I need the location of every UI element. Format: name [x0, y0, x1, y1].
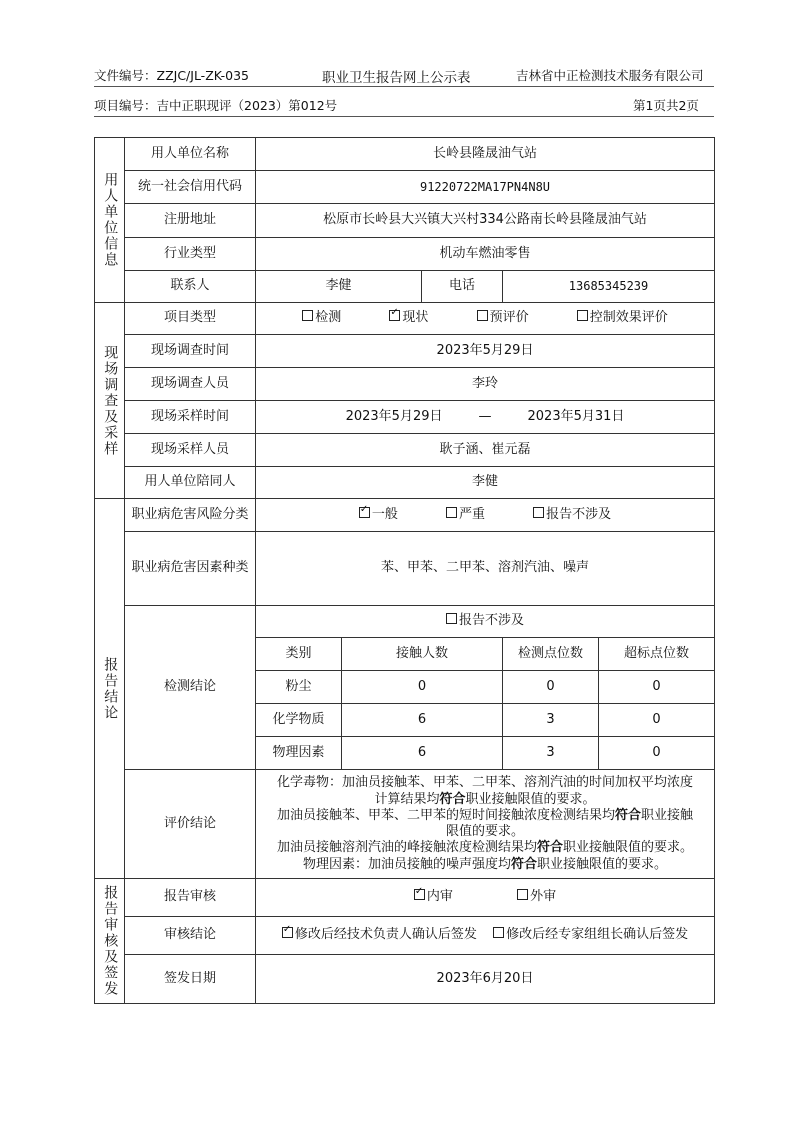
detect-cell: 0 [599, 737, 715, 770]
sampling-time: 2023年5月29日 — 2023年5月31日 [256, 401, 715, 434]
header-rule-bottom [94, 116, 714, 117]
factor-types: 苯、甲苯、二甲苯、溶剂汽油、噪声 [256, 532, 715, 606]
audit-option-external[interactable]: 外审 [517, 889, 556, 905]
employer-name: 长岭县隆晟油气站 [256, 138, 715, 171]
header-rule-top [94, 86, 714, 87]
surveyor: 李玲 [256, 368, 715, 401]
checkbox-icon [446, 613, 457, 624]
detect-cell: 0 [342, 671, 503, 704]
checkbox-checked-icon [282, 927, 293, 938]
detect-na-option[interactable]: 报告不涉及 [256, 606, 715, 638]
result-option-tech-lead[interactable]: ✓ 修改后经技术负责人确认后签发 [282, 927, 477, 943]
contact-label: 联系人 [125, 271, 256, 303]
audit-result-options [256, 917, 715, 955]
employer-name-label: 用人单位名称 [125, 138, 256, 171]
detect-header-exposed: 接触人数 [342, 638, 503, 671]
risk-class-label: 职业病危害风险分类 [125, 499, 256, 532]
risk-option-general[interactable]: ✓ 一般 [359, 507, 398, 523]
detect-cell: 粉尘 [256, 671, 342, 704]
phone-label: 电话 [422, 271, 503, 303]
project-type-label: 项目类型 [125, 303, 256, 335]
checkbox-icon [477, 310, 488, 321]
doc-title: 职业卫生报告网上公示表 [322, 70, 471, 86]
section-conclusion: 报告结论 [95, 499, 125, 879]
audit-options [256, 879, 715, 917]
risk-option-serious[interactable]: 严重 [446, 507, 485, 523]
contact: 李健 [256, 271, 422, 303]
type-option-detect[interactable]: 检测 [302, 310, 341, 326]
section-review: 报告审核及签发 [95, 879, 125, 1004]
disclosure-table [94, 137, 715, 1004]
survey-time: 2023年5月29日 [256, 335, 715, 368]
detect-cell: 6 [342, 737, 503, 770]
credit-code: 91220722MA17PN4N8U [256, 171, 715, 204]
detect-cell: 0 [599, 704, 715, 737]
project-number: 项目编号：吉中正职现评（2023）第012号 [94, 98, 338, 113]
type-option-pre-eval[interactable]: 预评价 [477, 310, 529, 326]
issue-date: 2023年6月20日 [256, 955, 715, 1004]
detect-cell: 0 [599, 671, 715, 704]
checkbox-icon [302, 310, 313, 321]
detect-cell: 6 [342, 704, 503, 737]
detect-cell: 物理因素 [256, 737, 342, 770]
factor-type-label: 职业病危害因素种类 [125, 532, 256, 606]
company-name: 吉林省中正检测技术服务有限公司 [516, 68, 704, 83]
sampler: 耿子涵、崔元磊 [256, 434, 715, 467]
industry-label: 行业类型 [125, 238, 256, 271]
escort-label: 用人单位陪同人 [125, 467, 256, 499]
phone: 13685345239 [503, 271, 715, 303]
page-number: 第1页共2页 [633, 98, 699, 113]
address-label: 注册地址 [125, 204, 256, 238]
checkbox-icon [446, 507, 457, 518]
checkbox-icon [577, 310, 588, 321]
section-survey: 现场调查及采样 [95, 303, 125, 499]
doc-number: 文件编号：ZZJC/JL-ZK-035 [94, 68, 250, 83]
credit-code-label: 统一社会信用代码 [125, 171, 256, 204]
project-type-options [256, 303, 715, 335]
result-option-expert-lead[interactable]: 修改后经专家组组长确认后签发 [493, 927, 688, 943]
detect-conclusion-label: 检测结论 [125, 606, 256, 770]
risk-option-na[interactable]: 报告不涉及 [533, 507, 611, 523]
detect-cell: 化学物质 [256, 704, 342, 737]
escort: 李健 [256, 467, 715, 499]
detect-cell: 3 [503, 737, 599, 770]
detect-header-category: 类别 [256, 638, 342, 671]
checkbox-checked-icon [359, 507, 370, 518]
type-option-status[interactable]: ✓ 现状 [389, 310, 428, 326]
detect-header-exceed: 超标点位数 [599, 638, 715, 671]
industry: 机动车燃油零售 [256, 238, 715, 271]
detect-header-points: 检测点位数 [503, 638, 599, 671]
surveyor-label: 现场调查人员 [125, 368, 256, 401]
checkbox-checked-icon [414, 889, 425, 900]
detect-cell: 3 [503, 704, 599, 737]
detect-cell: 0 [503, 671, 599, 704]
type-option-control-eval[interactable]: 控制效果评价 [577, 310, 668, 326]
sampling-end: 2023年5月31日 [527, 408, 625, 424]
eval-conclusion: 化学毒物：加油员接触苯、甲苯、二甲苯、溶剂汽油的时间加权平均浓度 计算结果均符合职业接触限值的要求。 加油员接触苯、甲苯、二甲苯的短时间接触浓度检测结果均符合职业接触 限值的要求。 加油员接触溶剂汽油的峰接触浓度检测结果均符合职业接触限值的要求。 物理因素：加油员接触的噪声强度均符合职业接触限值的要求。 [256, 770, 715, 879]
section-employer: 用人单位信息 [95, 138, 125, 303]
checkbox-icon [493, 927, 504, 938]
address: 松原市长岭县大兴镇大兴村334公路南长岭县隆晟油气站 [256, 204, 715, 238]
sampling-start: 2023年5月29日 [345, 408, 443, 424]
audit-option-internal[interactable]: ✓ 内审 [414, 889, 453, 905]
sampling-time-label: 现场采样时间 [125, 401, 256, 434]
checkbox-icon [533, 507, 544, 518]
eval-conclusion-label: 评价结论 [125, 770, 256, 879]
issue-date-label: 签发日期 [125, 955, 256, 1004]
survey-time-label: 现场调查时间 [125, 335, 256, 368]
sampler-label: 现场采样人员 [125, 434, 256, 467]
checkbox-icon [517, 889, 528, 900]
audit-result-label: 审核结论 [125, 917, 256, 955]
audit-label: 报告审核 [125, 879, 256, 917]
risk-class-options [256, 499, 715, 532]
checkbox-checked-icon [389, 310, 400, 321]
